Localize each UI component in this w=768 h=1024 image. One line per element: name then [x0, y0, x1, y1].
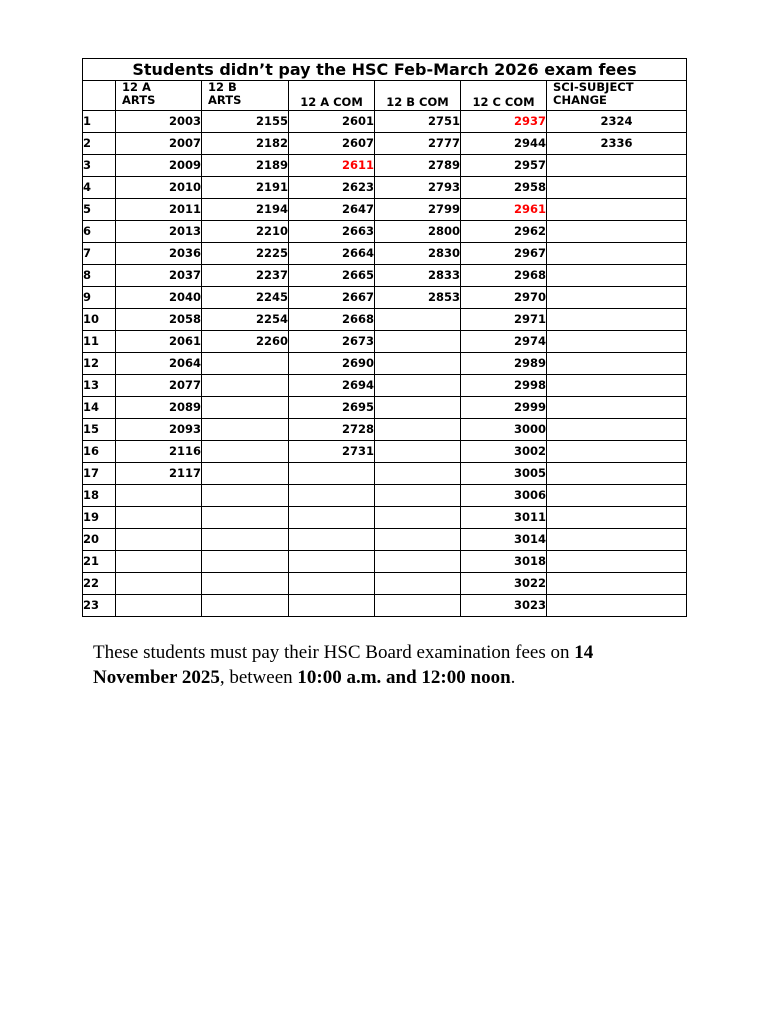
table-cell: [547, 397, 687, 419]
table-cell: 2731: [289, 441, 375, 463]
table-cell: 3000: [461, 419, 547, 441]
table-cell: 2694: [289, 375, 375, 397]
table-cell: 3011: [461, 507, 547, 529]
table-cell: 3014: [461, 529, 547, 551]
header-12b-arts-line1: 12 B: [208, 80, 237, 94]
table-row: [83, 375, 687, 397]
table-cell: 2800: [375, 221, 461, 243]
row-number: 3: [83, 155, 116, 177]
table-cell: 2789: [375, 155, 461, 177]
table-row: [83, 507, 687, 529]
table-cell: 2937: [461, 111, 547, 133]
table-cell: 2011: [116, 199, 202, 221]
header-sci-line2: CHANGE: [553, 93, 607, 107]
table-row: [83, 243, 687, 265]
header-12a-arts-line1: 12 A: [122, 80, 151, 94]
table-cell: [375, 397, 461, 419]
table-cell: [547, 331, 687, 353]
row-number: 19: [83, 507, 116, 529]
table-cell: 2690: [289, 353, 375, 375]
table-cell: 2093: [116, 419, 202, 441]
table-cell: [547, 287, 687, 309]
table-cell: [202, 507, 289, 529]
row-number: 1: [83, 111, 116, 133]
table-cell: 2968: [461, 265, 547, 287]
header-12b-arts: [202, 81, 289, 111]
row-number: 13: [83, 375, 116, 397]
table-cell: [547, 529, 687, 551]
table-row: [83, 177, 687, 199]
row-number: 16: [83, 441, 116, 463]
table-cell: [202, 441, 289, 463]
table-cell: [202, 397, 289, 419]
table-cell: 2967: [461, 243, 547, 265]
table-row: [83, 551, 687, 573]
table-cell: 2998: [461, 375, 547, 397]
table-cell: [547, 595, 687, 617]
table-cell: [202, 375, 289, 397]
table-cell: [116, 595, 202, 617]
table-cell: [202, 551, 289, 573]
row-number: 6: [83, 221, 116, 243]
table-cell: 2728: [289, 419, 375, 441]
row-number: 5: [83, 199, 116, 221]
table-cell: 2833: [375, 265, 461, 287]
table-cell: 2225: [202, 243, 289, 265]
table-cell: 2601: [289, 111, 375, 133]
table-cell: [547, 177, 687, 199]
table-row: [83, 419, 687, 441]
table-cell: 3022: [461, 573, 547, 595]
table-row: [83, 331, 687, 353]
table-cell: 2799: [375, 199, 461, 221]
table-cell: 2999: [461, 397, 547, 419]
table-row: [83, 397, 687, 419]
table-title: Students didn’t pay the HSC Feb-March 2026 exam fees: [83, 59, 687, 81]
table-cell: [202, 573, 289, 595]
table-cell: [202, 353, 289, 375]
table-cell: [547, 463, 687, 485]
row-number: 2: [83, 133, 116, 155]
table-row: [83, 309, 687, 331]
table-cell: 2673: [289, 331, 375, 353]
table-cell: [116, 507, 202, 529]
table-cell: 2336: [547, 133, 687, 155]
payment-note: [93, 640, 653, 690]
table-cell: 2061: [116, 331, 202, 353]
table-cell: 2665: [289, 265, 375, 287]
table-cell: 2189: [202, 155, 289, 177]
table-cell: 2191: [202, 177, 289, 199]
table-cell: 2962: [461, 221, 547, 243]
table-cell: [202, 529, 289, 551]
header-12b-arts-line2: ARTS: [208, 93, 242, 107]
row-number: 12: [83, 353, 116, 375]
table-cell: 2974: [461, 331, 547, 353]
table-row: [83, 265, 687, 287]
table-cell: 2971: [461, 309, 547, 331]
table-cell: [289, 507, 375, 529]
table-cell: 2853: [375, 287, 461, 309]
table-cell: 3018: [461, 551, 547, 573]
table-cell: 2010: [116, 177, 202, 199]
row-number: 7: [83, 243, 116, 265]
table-cell: [289, 551, 375, 573]
table-cell: 2260: [202, 331, 289, 353]
table-cell: [547, 199, 687, 221]
table-cell: 3006: [461, 485, 547, 507]
table-cell: [547, 573, 687, 595]
table-cell: [202, 463, 289, 485]
table-cell: 2944: [461, 133, 547, 155]
table-cell: [202, 419, 289, 441]
table-row: [83, 463, 687, 485]
table-cell: 2116: [116, 441, 202, 463]
table-row: [83, 441, 687, 463]
table-cell: [547, 375, 687, 397]
column-header-row: [83, 81, 687, 111]
table-cell: [375, 309, 461, 331]
row-number: 9: [83, 287, 116, 309]
table-cell: 2245: [202, 287, 289, 309]
table-row: [83, 221, 687, 243]
header-index: [83, 81, 116, 111]
table-cell: [375, 353, 461, 375]
table-cell: 2155: [202, 111, 289, 133]
table-cell: [289, 573, 375, 595]
table-cell: 2009: [116, 155, 202, 177]
table-cell: [375, 463, 461, 485]
table-cell: 2668: [289, 309, 375, 331]
row-number: 10: [83, 309, 116, 331]
table-cell: [289, 529, 375, 551]
table-cell: [375, 441, 461, 463]
table-cell: [375, 507, 461, 529]
header-12a-arts-line2: ARTS: [122, 93, 156, 107]
table-cell: 2667: [289, 287, 375, 309]
table-row: [83, 595, 687, 617]
table-cell: [547, 155, 687, 177]
table-cell: 2036: [116, 243, 202, 265]
table-cell: [375, 331, 461, 353]
row-number: 23: [83, 595, 116, 617]
table-cell: 2089: [116, 397, 202, 419]
header-12c-com: 12 C COM: [461, 81, 547, 111]
table-cell: 2182: [202, 133, 289, 155]
table-cell: [116, 551, 202, 573]
table-cell: [547, 265, 687, 287]
table-cell: [547, 353, 687, 375]
table-cell: 2037: [116, 265, 202, 287]
note-date: 14 November 2025: [93, 642, 594, 688]
table-row: [83, 353, 687, 375]
table-cell: 2989: [461, 353, 547, 375]
table-cell: 2623: [289, 177, 375, 199]
table-cell: 2194: [202, 199, 289, 221]
row-number: 15: [83, 419, 116, 441]
table-row: [83, 111, 687, 133]
table-cell: [202, 485, 289, 507]
unpaid-fees-table: [82, 58, 687, 617]
table-cell: 2254: [202, 309, 289, 331]
table-cell: [375, 375, 461, 397]
table-cell: [375, 551, 461, 573]
table-cell: [547, 419, 687, 441]
table-cell: [375, 419, 461, 441]
row-number: 22: [83, 573, 116, 595]
table-cell: 2040: [116, 287, 202, 309]
table-cell: 2751: [375, 111, 461, 133]
table-cell: 2957: [461, 155, 547, 177]
header-sci-line1: SCI-SUBJECT: [553, 80, 634, 94]
table-cell: 2830: [375, 243, 461, 265]
table-row: [83, 155, 687, 177]
table-row: [83, 573, 687, 595]
row-number: 8: [83, 265, 116, 287]
table-cell: 2970: [461, 287, 547, 309]
table-cell: 2324: [547, 111, 687, 133]
table-cell: 2003: [116, 111, 202, 133]
note-text-2: , between: [219, 667, 298, 688]
table-row: [83, 133, 687, 155]
table-cell: [547, 551, 687, 573]
table-row: [83, 529, 687, 551]
table-cell: 2117: [116, 463, 202, 485]
table-row: [83, 485, 687, 507]
table-cell: 2777: [375, 133, 461, 155]
table-cell: 2064: [116, 353, 202, 375]
row-number: 4: [83, 177, 116, 199]
table-cell: [547, 485, 687, 507]
table-cell: 2237: [202, 265, 289, 287]
table-cell: 2077: [116, 375, 202, 397]
table-cell: 2058: [116, 309, 202, 331]
table-cell: [289, 485, 375, 507]
table-cell: [375, 529, 461, 551]
table-cell: 2664: [289, 243, 375, 265]
table-cell: 2663: [289, 221, 375, 243]
header-12b-com: 12 B COM: [375, 81, 461, 111]
table-cell: 2793: [375, 177, 461, 199]
table-cell: 2210: [202, 221, 289, 243]
table-cell: 2958: [461, 177, 547, 199]
note-text-1: These students must pay their HSC Board examination fees on: [93, 642, 575, 663]
table-cell: 3023: [461, 595, 547, 617]
table-cell: [375, 485, 461, 507]
table-cell: 3002: [461, 441, 547, 463]
row-number: 21: [83, 551, 116, 573]
table-cell: [116, 485, 202, 507]
table-cell: [547, 309, 687, 331]
row-number: 11: [83, 331, 116, 353]
row-number: 17: [83, 463, 116, 485]
header-12a-arts: [116, 81, 202, 111]
note-text-3: .: [510, 667, 516, 688]
row-number: 18: [83, 485, 116, 507]
table-body: [83, 111, 687, 617]
table-cell: 2013: [116, 221, 202, 243]
table-row: [83, 287, 687, 309]
fees-sheet: [82, 58, 686, 617]
table-cell: 2007: [116, 133, 202, 155]
table-cell: [202, 595, 289, 617]
table-cell: [375, 573, 461, 595]
header-sci-subject-change: [547, 81, 687, 111]
table-cell: 2961: [461, 199, 547, 221]
table-cell: [289, 463, 375, 485]
row-number: 14: [83, 397, 116, 419]
row-number: 20: [83, 529, 116, 551]
table-cell: [547, 507, 687, 529]
table-cell: [116, 573, 202, 595]
table-cell: [547, 441, 687, 463]
table-cell: [547, 243, 687, 265]
table-cell: 2647: [289, 199, 375, 221]
header-12a-com: 12 A COM: [289, 81, 375, 111]
table-cell: 2611: [289, 155, 375, 177]
table-cell: [116, 529, 202, 551]
table-cell: [547, 221, 687, 243]
note-time: 10:00 a.m. and 12:00 noon: [297, 667, 511, 688]
table-cell: 2607: [289, 133, 375, 155]
table-cell: 3005: [461, 463, 547, 485]
table-cell: [289, 595, 375, 617]
table-cell: [375, 595, 461, 617]
table-row: [83, 199, 687, 221]
table-cell: 2695: [289, 397, 375, 419]
